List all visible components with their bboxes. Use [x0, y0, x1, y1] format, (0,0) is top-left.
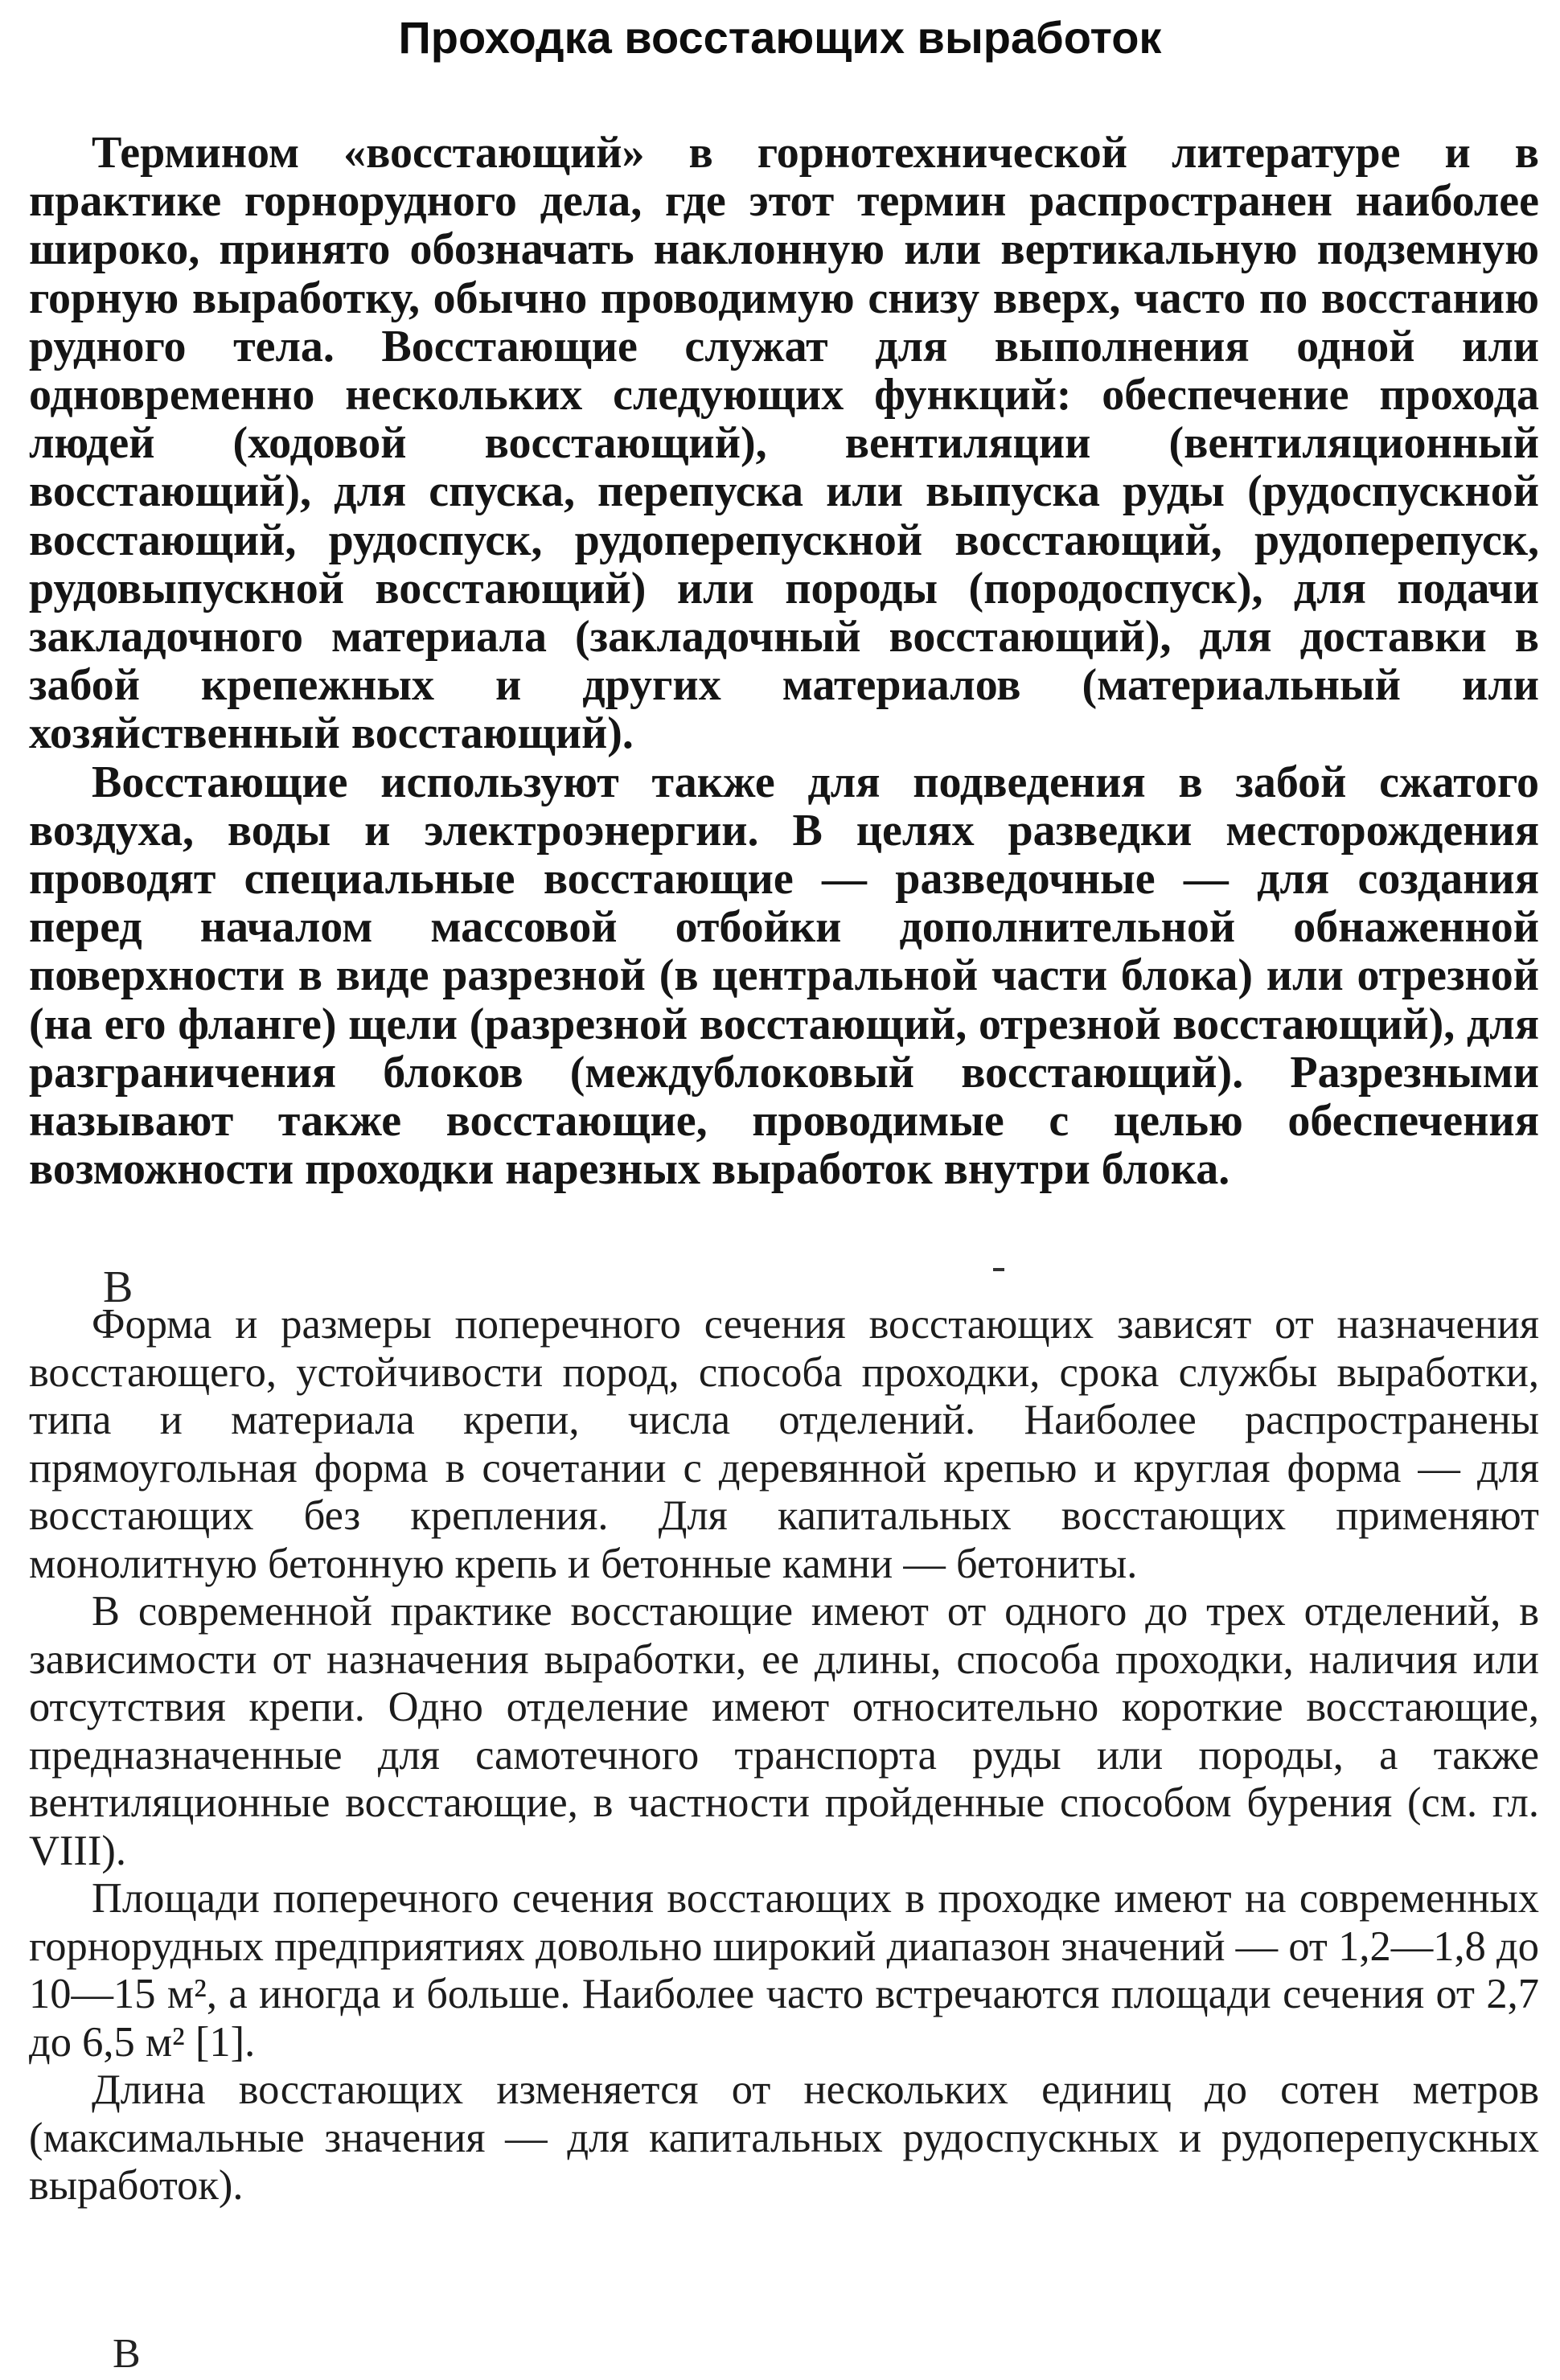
- paragraph-raise-length: Длина восстающих изменяется от нескольких единиц до сотен метров (максимальные значения — для капитальных рудоспускных и рудоперепускных выработок).: [29, 2066, 1539, 2209]
- paragraph-cross-section-shape: Форма и размеры поперечного сечения восстающих зависят от назначения восстающего, устойчивости пород, способа проходки, срока службы выработки, типа и материала крепи, числа отделений. Наиболее распространены прямоугольная форма в сочетании с деревянной крепью и круглая форма — для восстающих без крепления. Для капитальных восстающих применяют монолитную бетонную крепь и бетонные камни — бетониты.: [29, 1301, 1539, 1587]
- cut-off-line-fragment-lower: В: [113, 2331, 141, 2377]
- page-title: Проходка восстающих выработок: [398, 12, 1162, 63]
- paragraph-raise-uses: Восстающие используют также для подведения в забой сжатого воздуха, воды и электроэнергии. В целях разведки месторождения проводят специальные восстающие — разведочные — для создания перед началом массовой отбойки дополнительной обнаженной поверхности в виде разрезной (в центральной части блока) или отрезной (на его фланге) щели (разрезной восстающий, отрезной восстающий), для разграничения блоков (междублоковый восстающий). Разрезными называют также восстающие, проводимые с целью обеспечения возможности проходки нарезных выработок внутри блока.: [29, 757, 1539, 1195]
- text-section-upper: [29, 129, 1539, 1193]
- cut-off-line-fragment-upper: В: [103, 1262, 133, 1312]
- text-section-lower: [29, 1301, 1539, 2210]
- paragraph-raise-definition: Термином «восстающий» в горнотехнической литературе и в практике горнорудного дела, где этот термин распространен наиболее широко, принято обозначать наклонную или вертикальную подземную горную выработку, обычно проводимую снизу вверх, часто по восстанию рудного тела. Восстающие служат для выполнения одной или одновременно нескольких следующих функций: обеспечение прохода людей (ходовой восстающий), вентиляции (вентиляционный восстающий), для спуска, перепуска или выпуска руды (рудоспускной восстающий, рудоспуск, рудоперепускной восстающий, рудоперепуск, рудовыпускной восстающий) или породы (породоспуск), для подачи закладочного материала (закладочный восстающий), для доставки в забой крепежных и других материалов (материальный или хозяйственный восстающий).: [29, 128, 1539, 759]
- scan-speck: [993, 1268, 1004, 1271]
- paragraph-cross-section-area: Площади поперечного сечения восстающих в проходке имеют на современных горнорудных предприятиях довольно широкий диапазон значений — от 1,2—1,8 до 10—15 м², а иногда и больше. Наиболее часто встречаются площади сечения от 2,7 до 6,5 м² [1].: [29, 1875, 1539, 2066]
- paragraph-compartments: В современной практике восстающие имеют от одного до трех отделений, в зависимости от назначения выработки, ее длины, способа проходки, наличия или отсутствия крепи. Одно отделение имеют относительно короткие восстающие, предназначенные для самотечного транспорта руды или породы, а также вентиляционные восстающие, в частности пройденные способом бурения (см. гл. VIII).: [29, 1588, 1539, 1874]
